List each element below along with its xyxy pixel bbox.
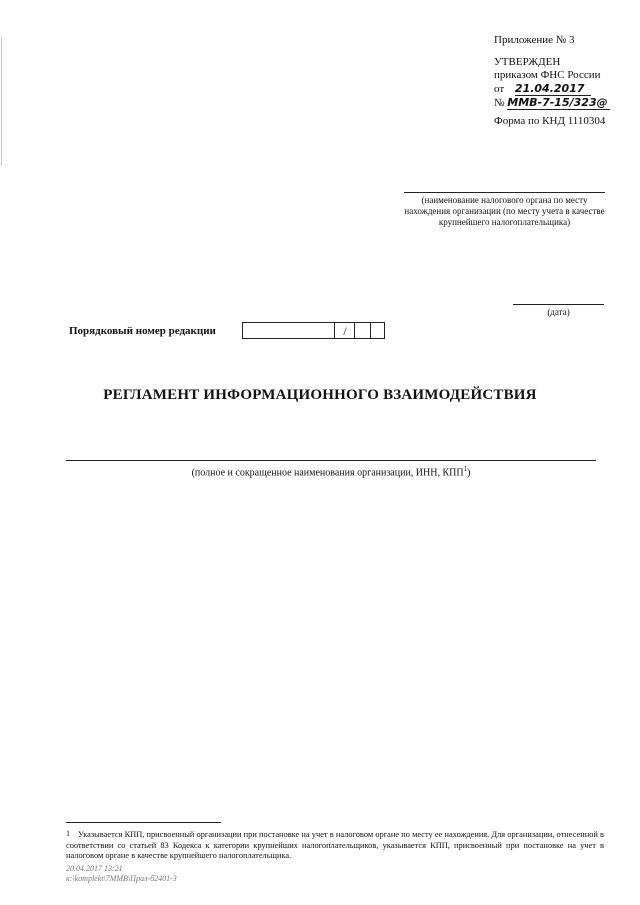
organization-caption-end: )	[467, 467, 471, 479]
order-number-prefix: №	[494, 97, 505, 109]
organization-footnote-ref: 1	[463, 465, 468, 473]
form-code: Форма по КНД 1110304	[494, 115, 606, 127]
date-line	[513, 304, 604, 305]
revision-separator: /	[343, 324, 347, 338]
print-timestamp: 20.04.2017 13:21	[66, 864, 123, 873]
appendix-number: Приложение № 3	[494, 34, 575, 46]
revision-label: Порядковый номер редакции	[69, 325, 216, 337]
footnote-mark: 1	[66, 829, 70, 838]
revision-number-box[interactable]	[242, 322, 385, 339]
order-label: приказом ФНС России	[494, 69, 601, 81]
organization-caption	[66, 465, 596, 478]
order-number-row	[494, 96, 610, 109]
scan-edge-mark	[1, 36, 2, 166]
order-date-handwritten: 21.04.2017	[515, 82, 591, 96]
order-date-prefix: от	[494, 83, 505, 95]
document-title: РЕГЛАМЕНТ ИНФОРМАЦИОННОГО ВЗАИМОДЕЙСТВИЯ	[103, 387, 537, 403]
footnote-text: Указывается КПП, присвоенный организации при постановке на учет в налоговом органе по месту ее нахождения. Для организации, отнесенной в соответствии со статьей 83 Кодекса к категории крупнейших налогоплательщиков, указывается КПП, присвоенный при постановке на учет в налоговом органе в качестве крупнейшего налогоплательщика.	[66, 830, 604, 861]
organization-line	[66, 460, 596, 461]
print-file-path: к:\komplekt\7ММВ\Прил-б2401-3	[66, 874, 177, 883]
tax-authority-caption: (наименование налогового органа по месту нахождения организации (по месту учета в качестве крупнейшего налогоплательщика)	[404, 195, 605, 227]
tax-authority-line	[404, 192, 605, 193]
order-number-handwritten: ММВ-7-15/323@	[507, 96, 608, 109]
organization-caption-text: (полное и сокращенное наименования организации, ИНН, КПП	[191, 467, 464, 479]
approved-label: УТВЕРЖДЕН	[494, 56, 561, 68]
order-date-row	[494, 82, 591, 95]
footnote-separator	[66, 822, 221, 823]
revision-cell-divider	[370, 323, 371, 338]
revision-cell-divider	[334, 323, 335, 338]
date-caption: (дата)	[547, 307, 570, 317]
revision-cell-divider	[354, 323, 355, 338]
